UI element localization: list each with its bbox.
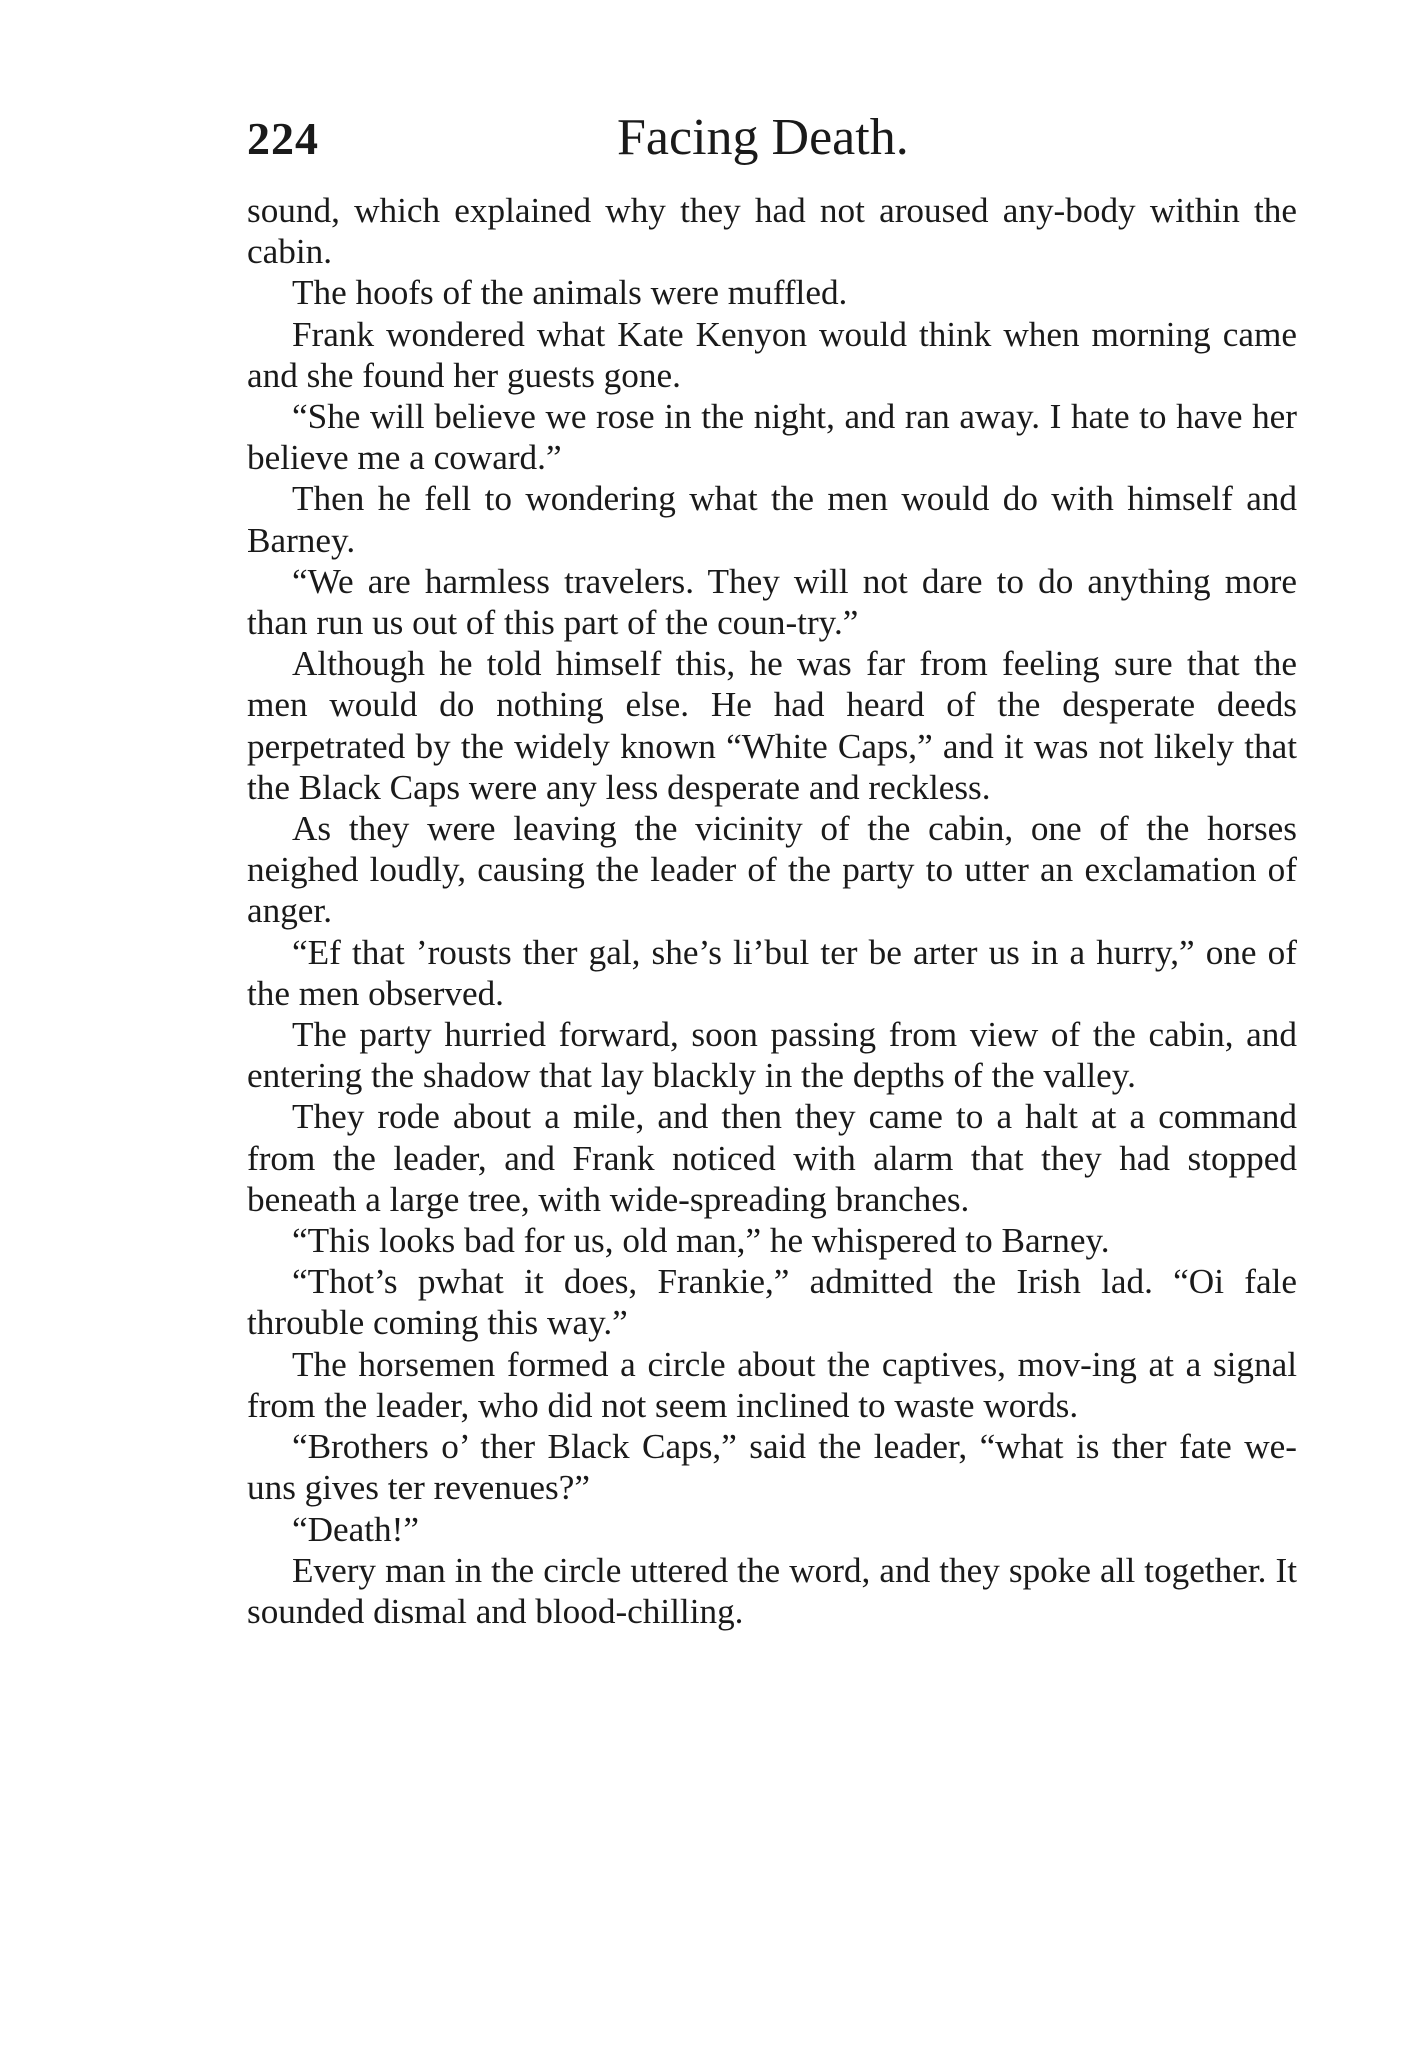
paragraph-continued: sound, which explained why they had not aroused any-body within the cabin. [247, 191, 1297, 272]
paragraph: “This looks bad for us, old man,” he whispered to Barney. [292, 1221, 1110, 1261]
paragraph: “Death!” [292, 1509, 419, 1549]
paragraph: The horsemen formed a circle about the captives, mov-ing at a signal from the leader, who did not seem inclined to waste words. [247, 1344, 1297, 1425]
page-number: 224 [247, 113, 319, 164]
paragraph: Although he told himself this, he was far from feeling sure that the men would do nothing else. He had heard of the desperate deeds perpetrated by the widely known “White Caps,” and it was not likely that the Black Caps were any less desperate and reckless. [247, 644, 1297, 807]
paragraph: The party hurried forward, soon passing from view of the cabin, and entering the shadow that lay blackly in the depths of the valley. [247, 1015, 1297, 1096]
page-header [247, 108, 1297, 178]
running-title: Facing Death. [617, 109, 909, 166]
paragraph: The hoofs of the animals were muffled. [292, 273, 848, 313]
paragraph: Every man in the circle uttered the word, and they spoke all together. It sounded dismal and blood-chilling. [247, 1550, 1297, 1631]
paragraph: As they were leaving the vicinity of the cabin, one of the horses neighed loudly, causing the leader of the party to utter an exclamation of anger. [247, 809, 1297, 931]
paragraph: “Brothers o’ ther Black Caps,” said the leader, “what is ther fate we-uns gives ter revenues?” [247, 1427, 1297, 1508]
paragraph: “We are harmless travelers. They will not dare to do anything more than run us out of this part of the coun-try.” [247, 561, 1297, 643]
body-text [247, 190, 1297, 1632]
paragraph: They rode about a mile, and then they came to a halt at a command from the leader, and Frank noticed with alarm that they had stopped beneath a large tree, with wide-spreading branches. [247, 1097, 1297, 1219]
paragraph: Frank wondered what Kate Kenyon would think when morning came and she found her guests gone. [247, 314, 1297, 395]
paragraph: “Thot’s pwhat it does, Frankie,” admitted the Irish lad. “Oi fale throuble coming this way.” [247, 1262, 1297, 1343]
paragraph: “She will believe we rose in the night, and ran away. I hate to have her believe me a coward.” [247, 397, 1297, 478]
paragraph: “Ef that ’rousts ther gal, she’s li’bul ter be arter us in a hurry,” one of the men observed. [247, 932, 1297, 1013]
paragraph: Then he fell to wondering what the men would do with himself and Barney. [247, 479, 1297, 560]
